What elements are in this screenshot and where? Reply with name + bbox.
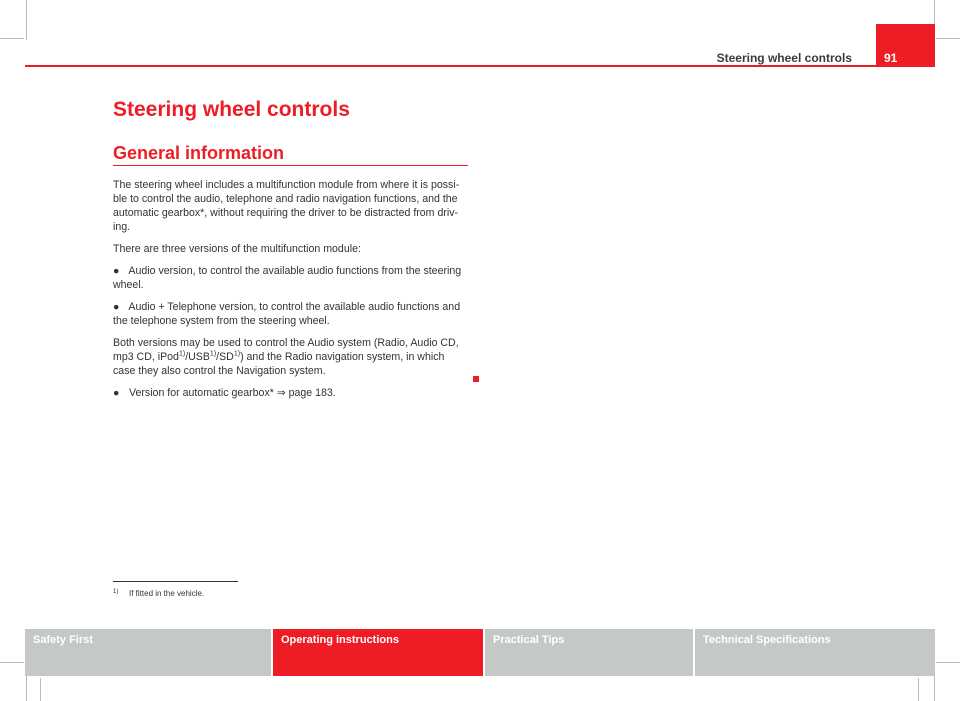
page-number: 91 <box>884 51 898 65</box>
nav-tab-practical-tips[interactable]: Practical Tips <box>485 629 693 676</box>
paragraph: The steering wheel includes a multifunction module from where it is possible to control the audio, telephone and radio navigation functions, and the automatic gearbox*, without requiring the driver to be distracted from driving. <box>113 179 460 233</box>
footnote <box>113 589 204 598</box>
nav-tab-safety-first[interactable]: Safety First <box>25 629 271 676</box>
bullet-icon: ● <box>113 301 120 313</box>
section-end-marker <box>473 376 479 382</box>
subsection-title: General information <box>113 143 285 163</box>
list-item: ● Audio + Telephone version, to control the available audio functions and the telephone system from the steering wheel. <box>113 301 461 327</box>
section-title: Steering wheel controls <box>113 98 350 121</box>
crop-mark <box>936 38 960 39</box>
list-item: ● Audio version, to control the available audio functions from the steering wheel. <box>113 265 462 291</box>
subsection-rule <box>113 165 468 166</box>
crop-mark <box>26 0 27 40</box>
crop-mark <box>936 662 960 663</box>
running-header-title: Steering wheel controls <box>716 51 852 65</box>
list-item <box>113 386 468 400</box>
bullet-icon: ● <box>113 387 120 399</box>
footnote-ref[interactable]: 1) <box>209 350 217 358</box>
footnote-ref[interactable]: 1) <box>233 350 241 358</box>
nav-tab-operating-instructions[interactable]: Operating instructions <box>273 629 483 676</box>
page-reference-link[interactable]: Version for automatic gearbox* ⇒ page 183. <box>129 387 336 399</box>
bullet-icon: ● <box>113 265 120 277</box>
crop-mark <box>0 38 24 39</box>
footnote-text: If fitted in the vehicle. <box>129 589 205 598</box>
footnote-ref[interactable]: 1) <box>178 350 186 358</box>
body-text <box>113 178 468 408</box>
crop-mark <box>918 678 919 701</box>
page-number-tab <box>876 24 935 66</box>
footnote-mark: 1) <box>113 589 119 595</box>
crop-mark <box>40 678 41 701</box>
paragraph: There are three versions of the multifunction module: <box>113 243 361 255</box>
nav-tab-technical-specifications[interactable]: Technical Specifications <box>695 629 935 676</box>
footnote-rule <box>113 581 238 582</box>
header-rule <box>25 65 935 67</box>
crop-mark <box>0 662 24 663</box>
paragraph: Both versions may be used to control the Audio system (Radio, Audio CD, mp3 CD, iPod$^{1)}$/USB$^{1)}$/SD$^{1)}$) and the Radio navigation system, in which case they also control the Navigation system. <box>113 337 459 377</box>
